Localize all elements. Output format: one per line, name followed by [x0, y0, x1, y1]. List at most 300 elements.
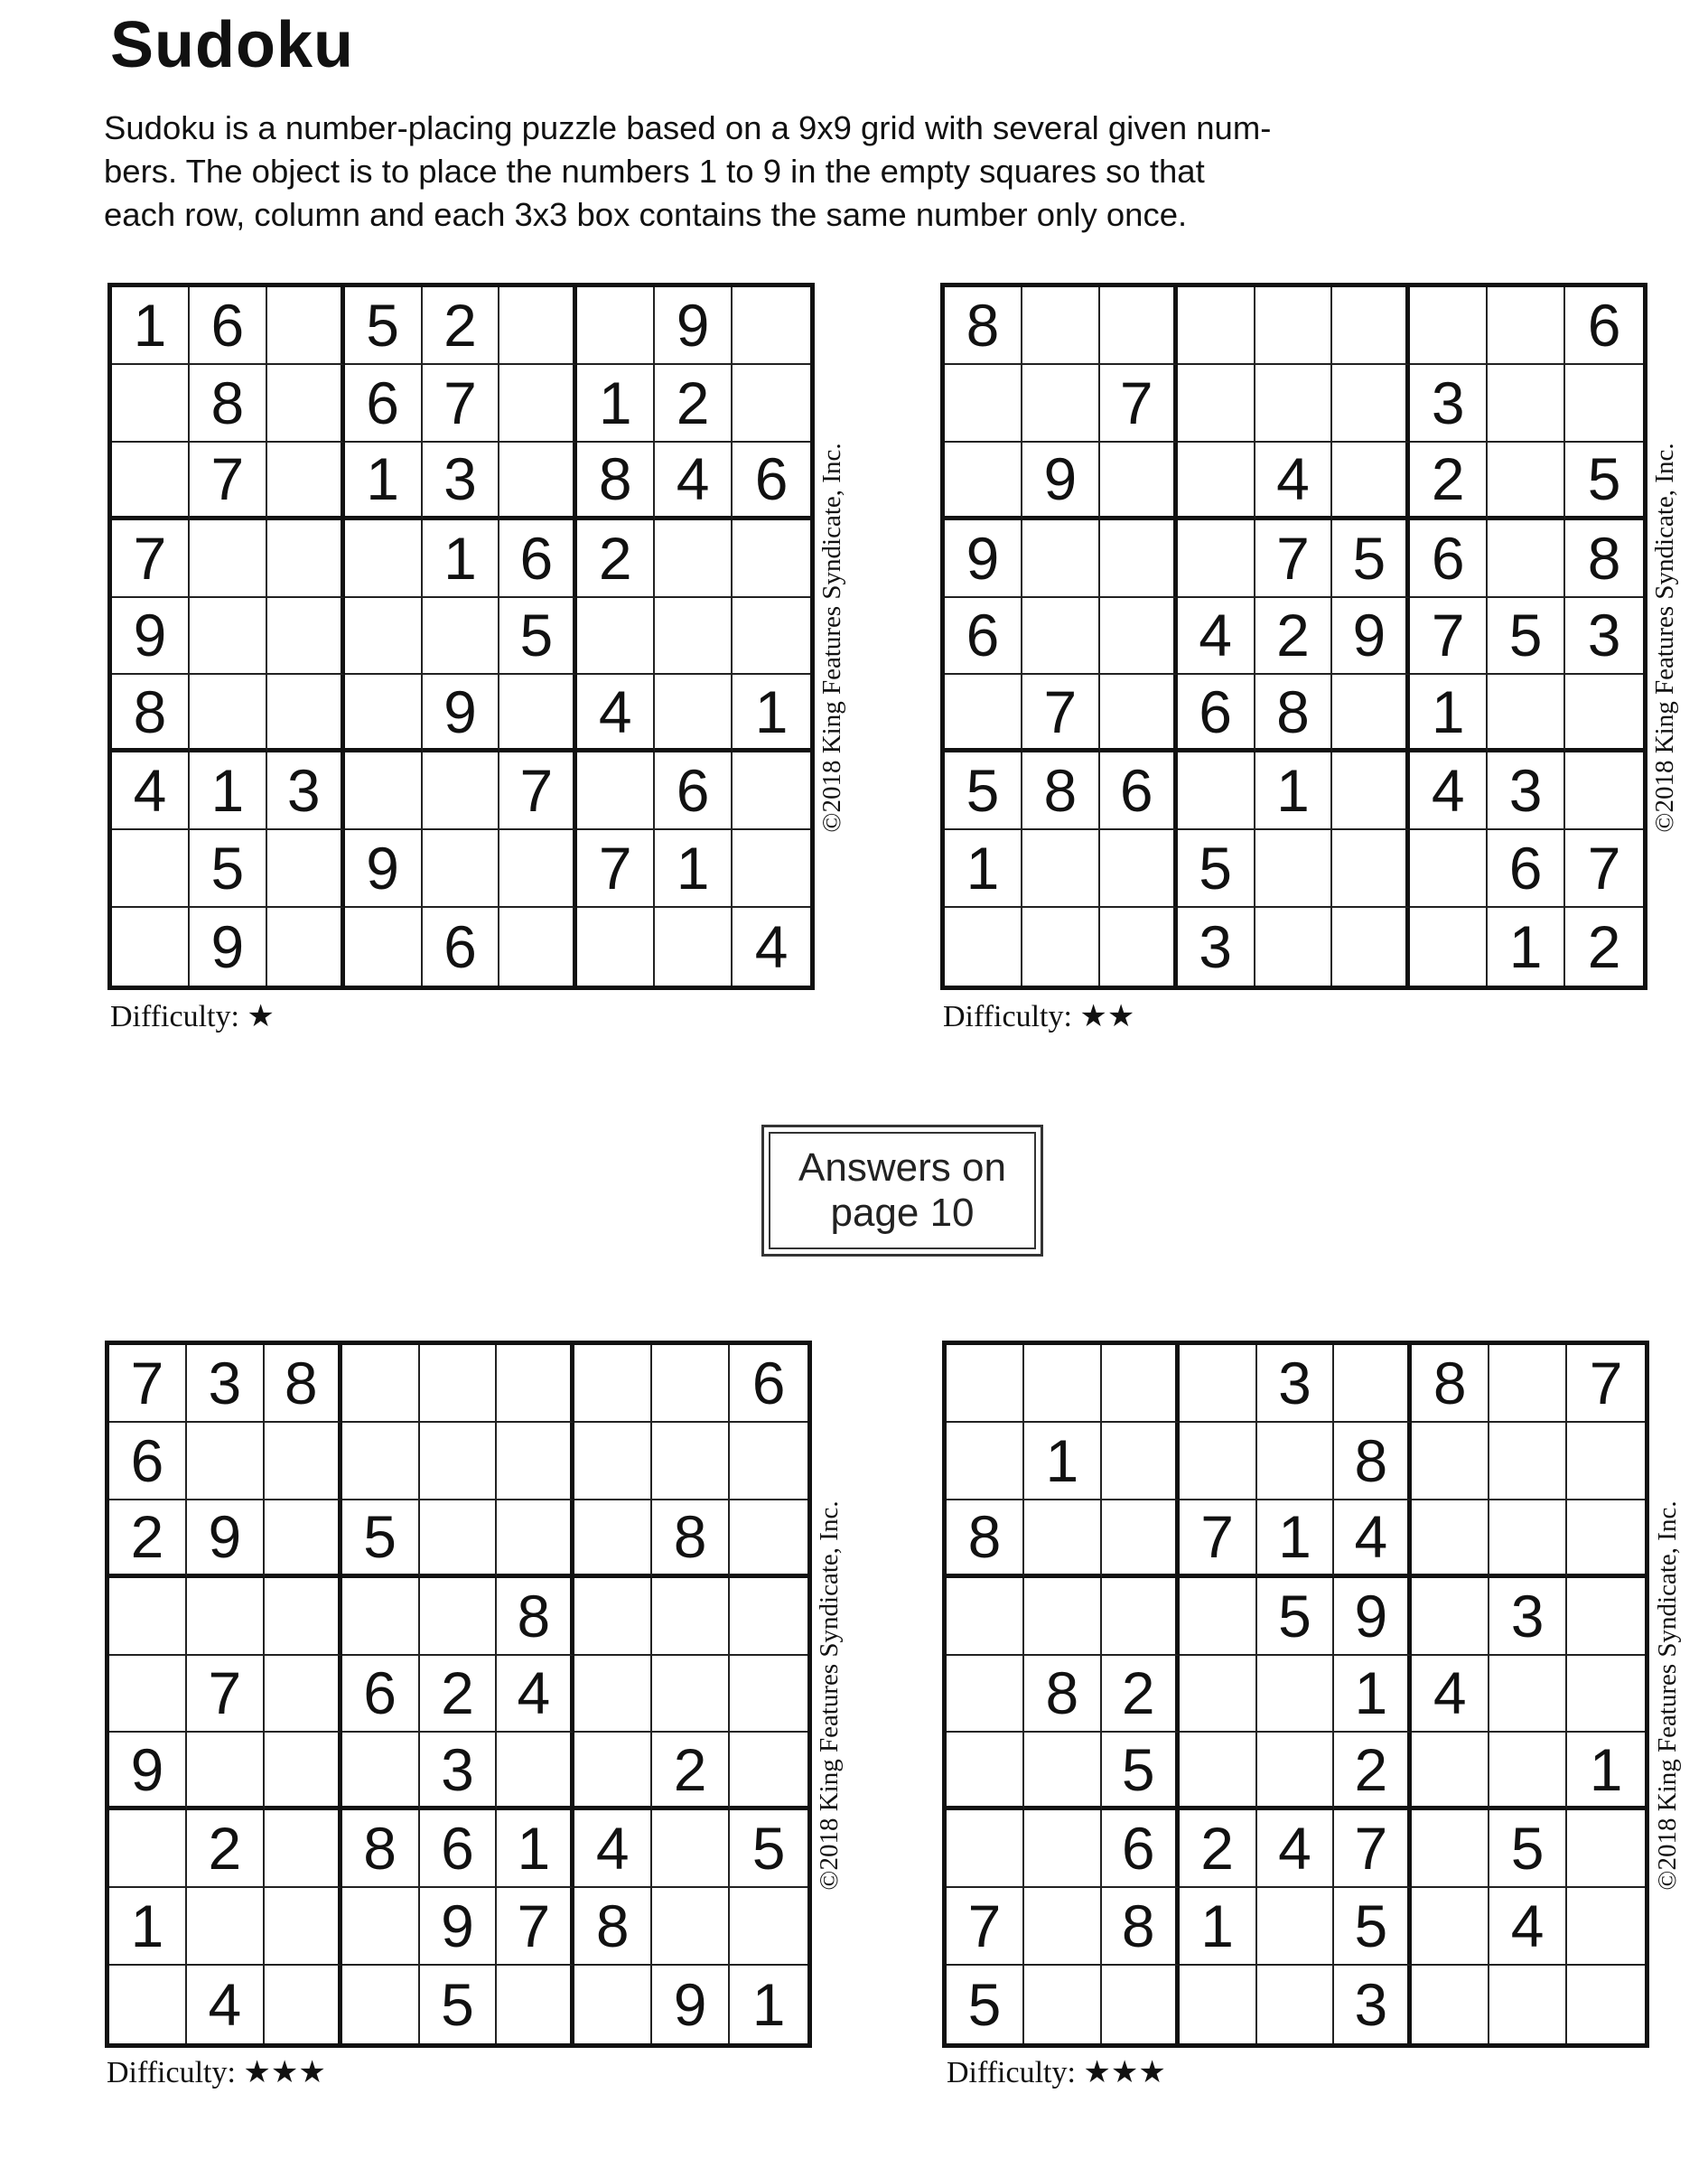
sudoku-cell[interactable]: [345, 752, 423, 830]
sudoku-cell[interactable]: [1488, 287, 1565, 365]
sudoku-cell[interactable]: 3: [1489, 1578, 1567, 1656]
sudoku-cell[interactable]: [1100, 598, 1178, 676]
sudoku-cell[interactable]: [345, 675, 423, 752]
sudoku-cell[interactable]: [420, 1500, 498, 1578]
sudoku-cell[interactable]: 5: [1488, 598, 1565, 676]
sudoku-cell[interactable]: [574, 1578, 652, 1656]
sudoku-cell[interactable]: [187, 1578, 265, 1656]
sudoku-cell[interactable]: 7: [1180, 1500, 1257, 1578]
sudoku-cell[interactable]: [342, 1966, 420, 2043]
sudoku-cell[interactable]: [1180, 1578, 1257, 1656]
sudoku-cell[interactable]: [265, 1888, 342, 1966]
sudoku-cell[interactable]: [1022, 908, 1100, 986]
sudoku-cell[interactable]: 6: [1100, 752, 1178, 830]
sudoku-cell[interactable]: [1024, 1578, 1102, 1656]
sudoku-cell[interactable]: 7: [190, 443, 267, 520]
sudoku-cell[interactable]: [655, 598, 733, 676]
sudoku-cell[interactable]: 9: [652, 1966, 730, 2043]
sudoku-cell[interactable]: 1: [945, 830, 1022, 908]
sudoku-cell[interactable]: 5: [1489, 1810, 1567, 1888]
sudoku-cell[interactable]: [499, 675, 577, 752]
sudoku-cell[interactable]: [1489, 1423, 1567, 1500]
sudoku-cell[interactable]: [499, 908, 577, 986]
sudoku-cell[interactable]: [1024, 1500, 1102, 1578]
sudoku-cell[interactable]: 5: [345, 287, 423, 365]
sudoku-cell[interactable]: 2: [1180, 1810, 1257, 1888]
sudoku-cell[interactable]: 4: [497, 1656, 574, 1733]
sudoku-cell[interactable]: 5: [730, 1810, 807, 1888]
sudoku-cell[interactable]: 6: [733, 443, 810, 520]
sudoku-cell[interactable]: [733, 287, 810, 365]
sudoku-cell[interactable]: 5: [1257, 1578, 1335, 1656]
sudoku-cell[interactable]: 3: [267, 752, 345, 830]
sudoku-cell[interactable]: [1565, 675, 1643, 752]
sudoku-cell[interactable]: [945, 365, 1022, 443]
sudoku-cell[interactable]: 1: [190, 752, 267, 830]
sudoku-cell[interactable]: [1332, 365, 1410, 443]
sudoku-cell[interactable]: [1567, 1810, 1645, 1888]
sudoku-cell[interactable]: [345, 598, 423, 676]
sudoku-cell[interactable]: [187, 1733, 265, 1810]
sudoku-cell[interactable]: [265, 1656, 342, 1733]
sudoku-cell[interactable]: 2: [420, 1656, 498, 1733]
sudoku-cell[interactable]: 2: [1334, 1733, 1412, 1810]
sudoku-cell[interactable]: 6: [345, 365, 423, 443]
sudoku-cell[interactable]: [1180, 1966, 1257, 2043]
sudoku-cell[interactable]: [947, 1578, 1024, 1656]
sudoku-cell[interactable]: [1567, 1888, 1645, 1966]
sudoku-cell[interactable]: [1410, 830, 1488, 908]
sudoku-cell[interactable]: 9: [112, 598, 190, 676]
sudoku-cell[interactable]: 9: [187, 1500, 265, 1578]
sudoku-cell[interactable]: [577, 908, 655, 986]
sudoku-cell[interactable]: 1: [109, 1888, 187, 1966]
sudoku-cell[interactable]: 4: [754, 913, 789, 981]
sudoku-cell[interactable]: [499, 443, 577, 520]
sudoku-cell[interactable]: [1178, 443, 1255, 520]
sudoku-cell[interactable]: [1489, 1500, 1567, 1578]
sudoku-cell[interactable]: [1024, 1888, 1102, 1966]
sudoku-cell[interactable]: 5: [190, 830, 267, 908]
sudoku-cell[interactable]: [1100, 520, 1178, 598]
sudoku-cell[interactable]: [109, 1966, 187, 2043]
sudoku-cell[interactable]: [420, 1578, 498, 1656]
sudoku-cell[interactable]: 6: [1410, 520, 1488, 598]
sudoku-cell[interactable]: [1180, 1656, 1257, 1733]
sudoku-cell[interactable]: 6: [190, 287, 267, 365]
sudoku-cell[interactable]: 8: [1412, 1345, 1489, 1423]
sudoku-cell[interactable]: 6: [1488, 830, 1565, 908]
sudoku-cell[interactable]: [1410, 287, 1488, 365]
sudoku-cell[interactable]: [1102, 1500, 1180, 1578]
sudoku-cell[interactable]: 6: [1565, 287, 1643, 365]
sudoku-cell[interactable]: 3: [1257, 1345, 1335, 1423]
sudoku-cell[interactable]: [1257, 1656, 1335, 1733]
sudoku-cell[interactable]: [1022, 598, 1100, 676]
sudoku-cell[interactable]: [1488, 675, 1565, 752]
sudoku-cell[interactable]: [1102, 1345, 1180, 1423]
sudoku-cell[interactable]: 4: [1257, 1810, 1335, 1888]
sudoku-cell[interactable]: 3: [423, 443, 500, 520]
sudoku-cell[interactable]: 7: [1410, 598, 1488, 676]
sudoku-cell[interactable]: 2: [187, 1810, 265, 1888]
sudoku-cell[interactable]: 8: [945, 287, 1022, 365]
sudoku-cell[interactable]: 4: [112, 752, 190, 830]
sudoku-cell[interactable]: [730, 1423, 807, 1500]
sudoku-cell[interactable]: [1412, 1500, 1489, 1578]
sudoku-cell[interactable]: [1100, 675, 1178, 752]
sudoku-cell[interactable]: 6: [1102, 1810, 1180, 1888]
sudoku-cell[interactable]: 9: [1022, 443, 1100, 520]
sudoku-cell[interactable]: [1180, 1345, 1257, 1423]
sudoku-cell[interactable]: [652, 1578, 730, 1656]
sudoku-cell[interactable]: [577, 287, 655, 365]
sudoku-cell[interactable]: 8: [652, 1500, 730, 1578]
sudoku-cell[interactable]: 7: [499, 752, 577, 830]
sudoku-cell[interactable]: 1: [1255, 752, 1333, 830]
sudoku-cell[interactable]: 4: [1178, 598, 1255, 676]
sudoku-cell[interactable]: [265, 1966, 342, 2043]
sudoku-cell[interactable]: 5: [1102, 1733, 1180, 1810]
sudoku-cell[interactable]: 1: [733, 675, 810, 752]
sudoku-cell[interactable]: [345, 908, 423, 986]
sudoku-cell[interactable]: [1567, 1656, 1645, 1733]
sudoku-cell[interactable]: 4: [655, 443, 733, 520]
sudoku-cell[interactable]: 7: [187, 1656, 265, 1733]
sudoku-cell[interactable]: 8: [1334, 1423, 1412, 1500]
sudoku-cell[interactable]: 5: [947, 1966, 1024, 2043]
sudoku-cell[interactable]: 8: [497, 1578, 574, 1656]
sudoku-cell[interactable]: [1255, 365, 1333, 443]
sudoku-cell[interactable]: [499, 830, 577, 908]
sudoku-cell[interactable]: [1180, 1423, 1257, 1500]
sudoku-cell[interactable]: [265, 1810, 342, 1888]
sudoku-cell[interactable]: [1022, 520, 1100, 598]
sudoku-cell[interactable]: [499, 287, 577, 365]
sudoku-cell[interactable]: 3: [1178, 908, 1255, 986]
sudoku-cell[interactable]: [574, 1656, 652, 1733]
sudoku-cell[interactable]: 7: [112, 520, 190, 598]
sudoku-cell[interactable]: 6: [342, 1656, 420, 1733]
sudoku-cell[interactable]: 9: [345, 830, 423, 908]
sudoku-cell[interactable]: 1: [1410, 675, 1488, 752]
sudoku-cell[interactable]: 2: [1410, 443, 1488, 520]
sudoku-cell[interactable]: [1567, 1578, 1645, 1656]
sudoku-cell[interactable]: [342, 1578, 420, 1656]
sudoku-cell[interactable]: 9: [423, 675, 500, 752]
sudoku-cell[interactable]: [733, 598, 810, 676]
sudoku-cell[interactable]: 1: [1334, 1656, 1412, 1733]
sudoku-cell[interactable]: [265, 1578, 342, 1656]
sudoku-cell[interactable]: 7: [577, 830, 655, 908]
sudoku-cell[interactable]: 1: [751, 1971, 786, 2039]
sudoku-cell[interactable]: 2: [1587, 913, 1621, 981]
sudoku-cell[interactable]: [1100, 830, 1178, 908]
sudoku-cell[interactable]: [267, 830, 345, 908]
sudoku-cell[interactable]: [112, 908, 190, 986]
sudoku-cell[interactable]: [497, 1733, 574, 1810]
sudoku-cell[interactable]: [947, 1423, 1024, 1500]
sudoku-cell[interactable]: 8: [1255, 675, 1333, 752]
sudoku-cell[interactable]: [733, 520, 810, 598]
sudoku-cell[interactable]: [730, 1888, 807, 1966]
sudoku-cell[interactable]: 4: [1412, 1656, 1489, 1733]
sudoku-cell[interactable]: 6: [730, 1345, 807, 1423]
sudoku-cell[interactable]: [1565, 365, 1643, 443]
sudoku-cell[interactable]: 9: [109, 1733, 187, 1810]
sudoku-cell[interactable]: [342, 1345, 420, 1423]
sudoku-cell[interactable]: [1257, 1888, 1335, 1966]
sudoku-cell[interactable]: [267, 598, 345, 676]
sudoku-cell[interactable]: 7: [947, 1888, 1024, 1966]
sudoku-cell[interactable]: [267, 287, 345, 365]
sudoku-cell[interactable]: [1102, 1423, 1180, 1500]
sudoku-cell[interactable]: [423, 598, 500, 676]
sudoku-cell[interactable]: [1488, 443, 1565, 520]
sudoku-cell[interactable]: [109, 1810, 187, 1888]
sudoku-cell[interactable]: 4: [577, 675, 655, 752]
sudoku-cell[interactable]: [1100, 908, 1178, 986]
sudoku-cell[interactable]: [652, 1656, 730, 1733]
sudoku-cell[interactable]: [1488, 365, 1565, 443]
sudoku-cell[interactable]: 6: [499, 520, 577, 598]
sudoku-cell[interactable]: [420, 1345, 498, 1423]
sudoku-cell[interactable]: 7: [109, 1345, 187, 1423]
sudoku-cell[interactable]: 9: [1334, 1578, 1412, 1656]
sudoku-cell[interactable]: 2: [577, 520, 655, 598]
sudoku-cell[interactable]: [577, 598, 655, 676]
sudoku-cell[interactable]: 1: [1257, 1500, 1335, 1578]
sudoku-cell[interactable]: 1: [112, 287, 190, 365]
sudoku-cell[interactable]: [499, 365, 577, 443]
sudoku-cell[interactable]: [1489, 1656, 1567, 1733]
sudoku-cell[interactable]: 2: [423, 287, 500, 365]
sudoku-cell[interactable]: [655, 675, 733, 752]
sudoku-cell[interactable]: [1332, 830, 1410, 908]
sudoku-cell[interactable]: [1565, 752, 1643, 830]
sudoku-cell[interactable]: [1024, 1810, 1102, 1888]
sudoku-cell[interactable]: 6: [423, 908, 500, 986]
sudoku-cell[interactable]: [1332, 287, 1410, 365]
sudoku-cell[interactable]: [342, 1423, 420, 1500]
sudoku-cell[interactable]: [1024, 1733, 1102, 1810]
sudoku-cell[interactable]: [1567, 1966, 1645, 2043]
sudoku-cell[interactable]: 8: [1024, 1656, 1102, 1733]
sudoku-cell[interactable]: 4: [574, 1810, 652, 1888]
sudoku-cell[interactable]: 1: [655, 830, 733, 908]
sudoku-cell[interactable]: [1178, 752, 1255, 830]
sudoku-cell[interactable]: [187, 1888, 265, 1966]
sudoku-cell[interactable]: [265, 1423, 342, 1500]
sudoku-cell[interactable]: [574, 1345, 652, 1423]
sudoku-cell[interactable]: [1257, 1733, 1335, 1810]
sudoku-cell[interactable]: 7: [1255, 520, 1333, 598]
sudoku-cell[interactable]: 3: [1410, 365, 1488, 443]
sudoku-cell[interactable]: 4: [1410, 752, 1488, 830]
sudoku-cell[interactable]: [112, 365, 190, 443]
sudoku-cell[interactable]: [1334, 1345, 1412, 1423]
sudoku-cell[interactable]: 1: [497, 1810, 574, 1888]
sudoku-cell[interactable]: [577, 752, 655, 830]
sudoku-cell[interactable]: 9: [1332, 598, 1410, 676]
sudoku-cell[interactable]: 8: [1102, 1888, 1180, 1966]
sudoku-cell[interactable]: [1022, 830, 1100, 908]
sudoku-cell[interactable]: [420, 1423, 498, 1500]
sudoku-cell[interactable]: 4: [1255, 443, 1333, 520]
sudoku-cell[interactable]: 9: [655, 287, 733, 365]
sudoku-cell[interactable]: [1332, 908, 1410, 986]
sudoku-cell[interactable]: 2: [652, 1733, 730, 1810]
sudoku-cell[interactable]: 7: [1567, 1345, 1645, 1423]
sudoku-cell[interactable]: 9: [420, 1888, 498, 1966]
sudoku-cell[interactable]: [265, 1733, 342, 1810]
sudoku-cell[interactable]: [574, 1733, 652, 1810]
sudoku-cell[interactable]: [947, 1810, 1024, 1888]
sudoku-cell[interactable]: [190, 598, 267, 676]
sudoku-cell[interactable]: [1102, 1966, 1180, 2043]
sudoku-cell[interactable]: 5: [1334, 1888, 1412, 1966]
sudoku-cell[interactable]: [345, 520, 423, 598]
sudoku-cell[interactable]: [112, 830, 190, 908]
sudoku-cell[interactable]: 5: [1178, 830, 1255, 908]
sudoku-cell[interactable]: [1178, 520, 1255, 598]
sudoku-cell[interactable]: [1412, 1888, 1489, 1966]
sudoku-cell[interactable]: 8: [577, 443, 655, 520]
sudoku-cell[interactable]: 1: [423, 520, 500, 598]
sudoku-cell[interactable]: [733, 365, 810, 443]
sudoku-cell[interactable]: 5: [945, 752, 1022, 830]
sudoku-cell[interactable]: [945, 675, 1022, 752]
sudoku-cell[interactable]: [947, 1733, 1024, 1810]
sudoku-cell[interactable]: 6: [1178, 675, 1255, 752]
sudoku-cell[interactable]: [1489, 1733, 1567, 1810]
sudoku-cell[interactable]: [730, 1500, 807, 1578]
sudoku-cell[interactable]: 3: [1488, 752, 1565, 830]
sudoku-cell[interactable]: 6: [655, 752, 733, 830]
sudoku-cell[interactable]: [1412, 1578, 1489, 1656]
sudoku-cell[interactable]: [652, 1423, 730, 1500]
sudoku-cell[interactable]: 3: [1565, 598, 1643, 676]
sudoku-cell[interactable]: 1: [577, 365, 655, 443]
sudoku-cell[interactable]: 4: [187, 1966, 265, 2043]
sudoku-cell[interactable]: [1489, 1345, 1567, 1423]
sudoku-cell[interactable]: [655, 908, 733, 986]
sudoku-cell[interactable]: [497, 1345, 574, 1423]
sudoku-cell[interactable]: [267, 365, 345, 443]
sudoku-cell[interactable]: [112, 443, 190, 520]
sudoku-cell[interactable]: [1412, 1810, 1489, 1888]
sudoku-cell[interactable]: [1257, 1423, 1335, 1500]
sudoku-cell[interactable]: [1022, 365, 1100, 443]
sudoku-cell[interactable]: 6: [945, 598, 1022, 676]
sudoku-cell[interactable]: [109, 1656, 187, 1733]
sudoku-cell[interactable]: [1102, 1578, 1180, 1656]
sudoku-cell[interactable]: 5: [342, 1500, 420, 1578]
sudoku-cell[interactable]: [652, 1345, 730, 1423]
sudoku-cell[interactable]: [267, 675, 345, 752]
sudoku-cell[interactable]: 9: [945, 520, 1022, 598]
sudoku-cell[interactable]: 9: [190, 908, 267, 986]
sudoku-cell[interactable]: [1412, 1423, 1489, 1500]
sudoku-cell[interactable]: 8: [1022, 752, 1100, 830]
sudoku-cell[interactable]: [265, 1500, 342, 1578]
sudoku-cell[interactable]: [1332, 675, 1410, 752]
sudoku-cell[interactable]: [342, 1733, 420, 1810]
sudoku-cell[interactable]: 4: [1334, 1500, 1412, 1578]
sudoku-cell[interactable]: [1100, 443, 1178, 520]
sudoku-cell[interactable]: [187, 1423, 265, 1500]
sudoku-cell[interactable]: [267, 908, 345, 986]
sudoku-cell[interactable]: [574, 1966, 652, 2043]
sudoku-cell[interactable]: [1412, 1733, 1489, 1810]
sudoku-cell[interactable]: [1567, 1500, 1645, 1578]
sudoku-cell[interactable]: [1178, 365, 1255, 443]
sudoku-cell[interactable]: [733, 830, 810, 908]
sudoku-cell[interactable]: [497, 1500, 574, 1578]
sudoku-cell[interactable]: [1255, 908, 1333, 986]
sudoku-cell[interactable]: [1412, 1966, 1489, 2043]
sudoku-cell[interactable]: 8: [1565, 520, 1643, 598]
sudoku-cell[interactable]: [1024, 1966, 1102, 2043]
sudoku-cell[interactable]: 7: [1565, 830, 1643, 908]
sudoku-cell[interactable]: 3: [1334, 1966, 1412, 2043]
sudoku-cell[interactable]: [947, 1345, 1024, 1423]
sudoku-cell[interactable]: [423, 830, 500, 908]
sudoku-cell[interactable]: [574, 1423, 652, 1500]
sudoku-cell[interactable]: 2: [1102, 1656, 1180, 1733]
sudoku-cell[interactable]: [423, 752, 500, 830]
sudoku-cell[interactable]: [730, 1578, 807, 1656]
sudoku-cell[interactable]: [652, 1888, 730, 1966]
sudoku-cell[interactable]: [1022, 287, 1100, 365]
sudoku-cell[interactable]: [109, 1578, 187, 1656]
sudoku-cell[interactable]: 7: [1100, 365, 1178, 443]
sudoku-cell[interactable]: 1: [345, 443, 423, 520]
sudoku-cell[interactable]: 1: [1180, 1888, 1257, 1966]
sudoku-cell[interactable]: [730, 1656, 807, 1733]
sudoku-cell[interactable]: 6: [109, 1423, 187, 1500]
sudoku-cell[interactable]: 5: [1332, 520, 1410, 598]
sudoku-cell[interactable]: 2: [655, 365, 733, 443]
sudoku-cell[interactable]: [945, 908, 1022, 986]
sudoku-cell[interactable]: [267, 520, 345, 598]
sudoku-cell[interactable]: 7: [1022, 675, 1100, 752]
sudoku-cell[interactable]: 5: [499, 598, 577, 676]
sudoku-cell[interactable]: 5: [1565, 443, 1643, 520]
sudoku-cell[interactable]: 2: [1255, 598, 1333, 676]
sudoku-cell[interactable]: 6: [420, 1810, 498, 1888]
sudoku-cell[interactable]: [574, 1500, 652, 1578]
sudoku-cell[interactable]: [267, 443, 345, 520]
sudoku-cell[interactable]: [733, 752, 810, 830]
sudoku-cell[interactable]: [730, 1733, 807, 1810]
sudoku-cell[interactable]: 8: [947, 1500, 1024, 1578]
sudoku-cell[interactable]: [1488, 520, 1565, 598]
sudoku-cell[interactable]: [190, 520, 267, 598]
sudoku-cell[interactable]: [497, 1966, 574, 2043]
sudoku-cell[interactable]: [1180, 1733, 1257, 1810]
sudoku-cell[interactable]: 7: [423, 365, 500, 443]
sudoku-cell[interactable]: [342, 1888, 420, 1966]
sudoku-cell[interactable]: 8: [342, 1810, 420, 1888]
sudoku-cell[interactable]: 3: [420, 1733, 498, 1810]
sudoku-cell[interactable]: 7: [1334, 1810, 1412, 1888]
sudoku-cell[interactable]: 8: [265, 1345, 342, 1423]
sudoku-cell[interactable]: [1100, 287, 1178, 365]
sudoku-cell[interactable]: 1: [1567, 1733, 1645, 1810]
sudoku-cell[interactable]: [655, 520, 733, 598]
sudoku-cell[interactable]: [497, 1423, 574, 1500]
